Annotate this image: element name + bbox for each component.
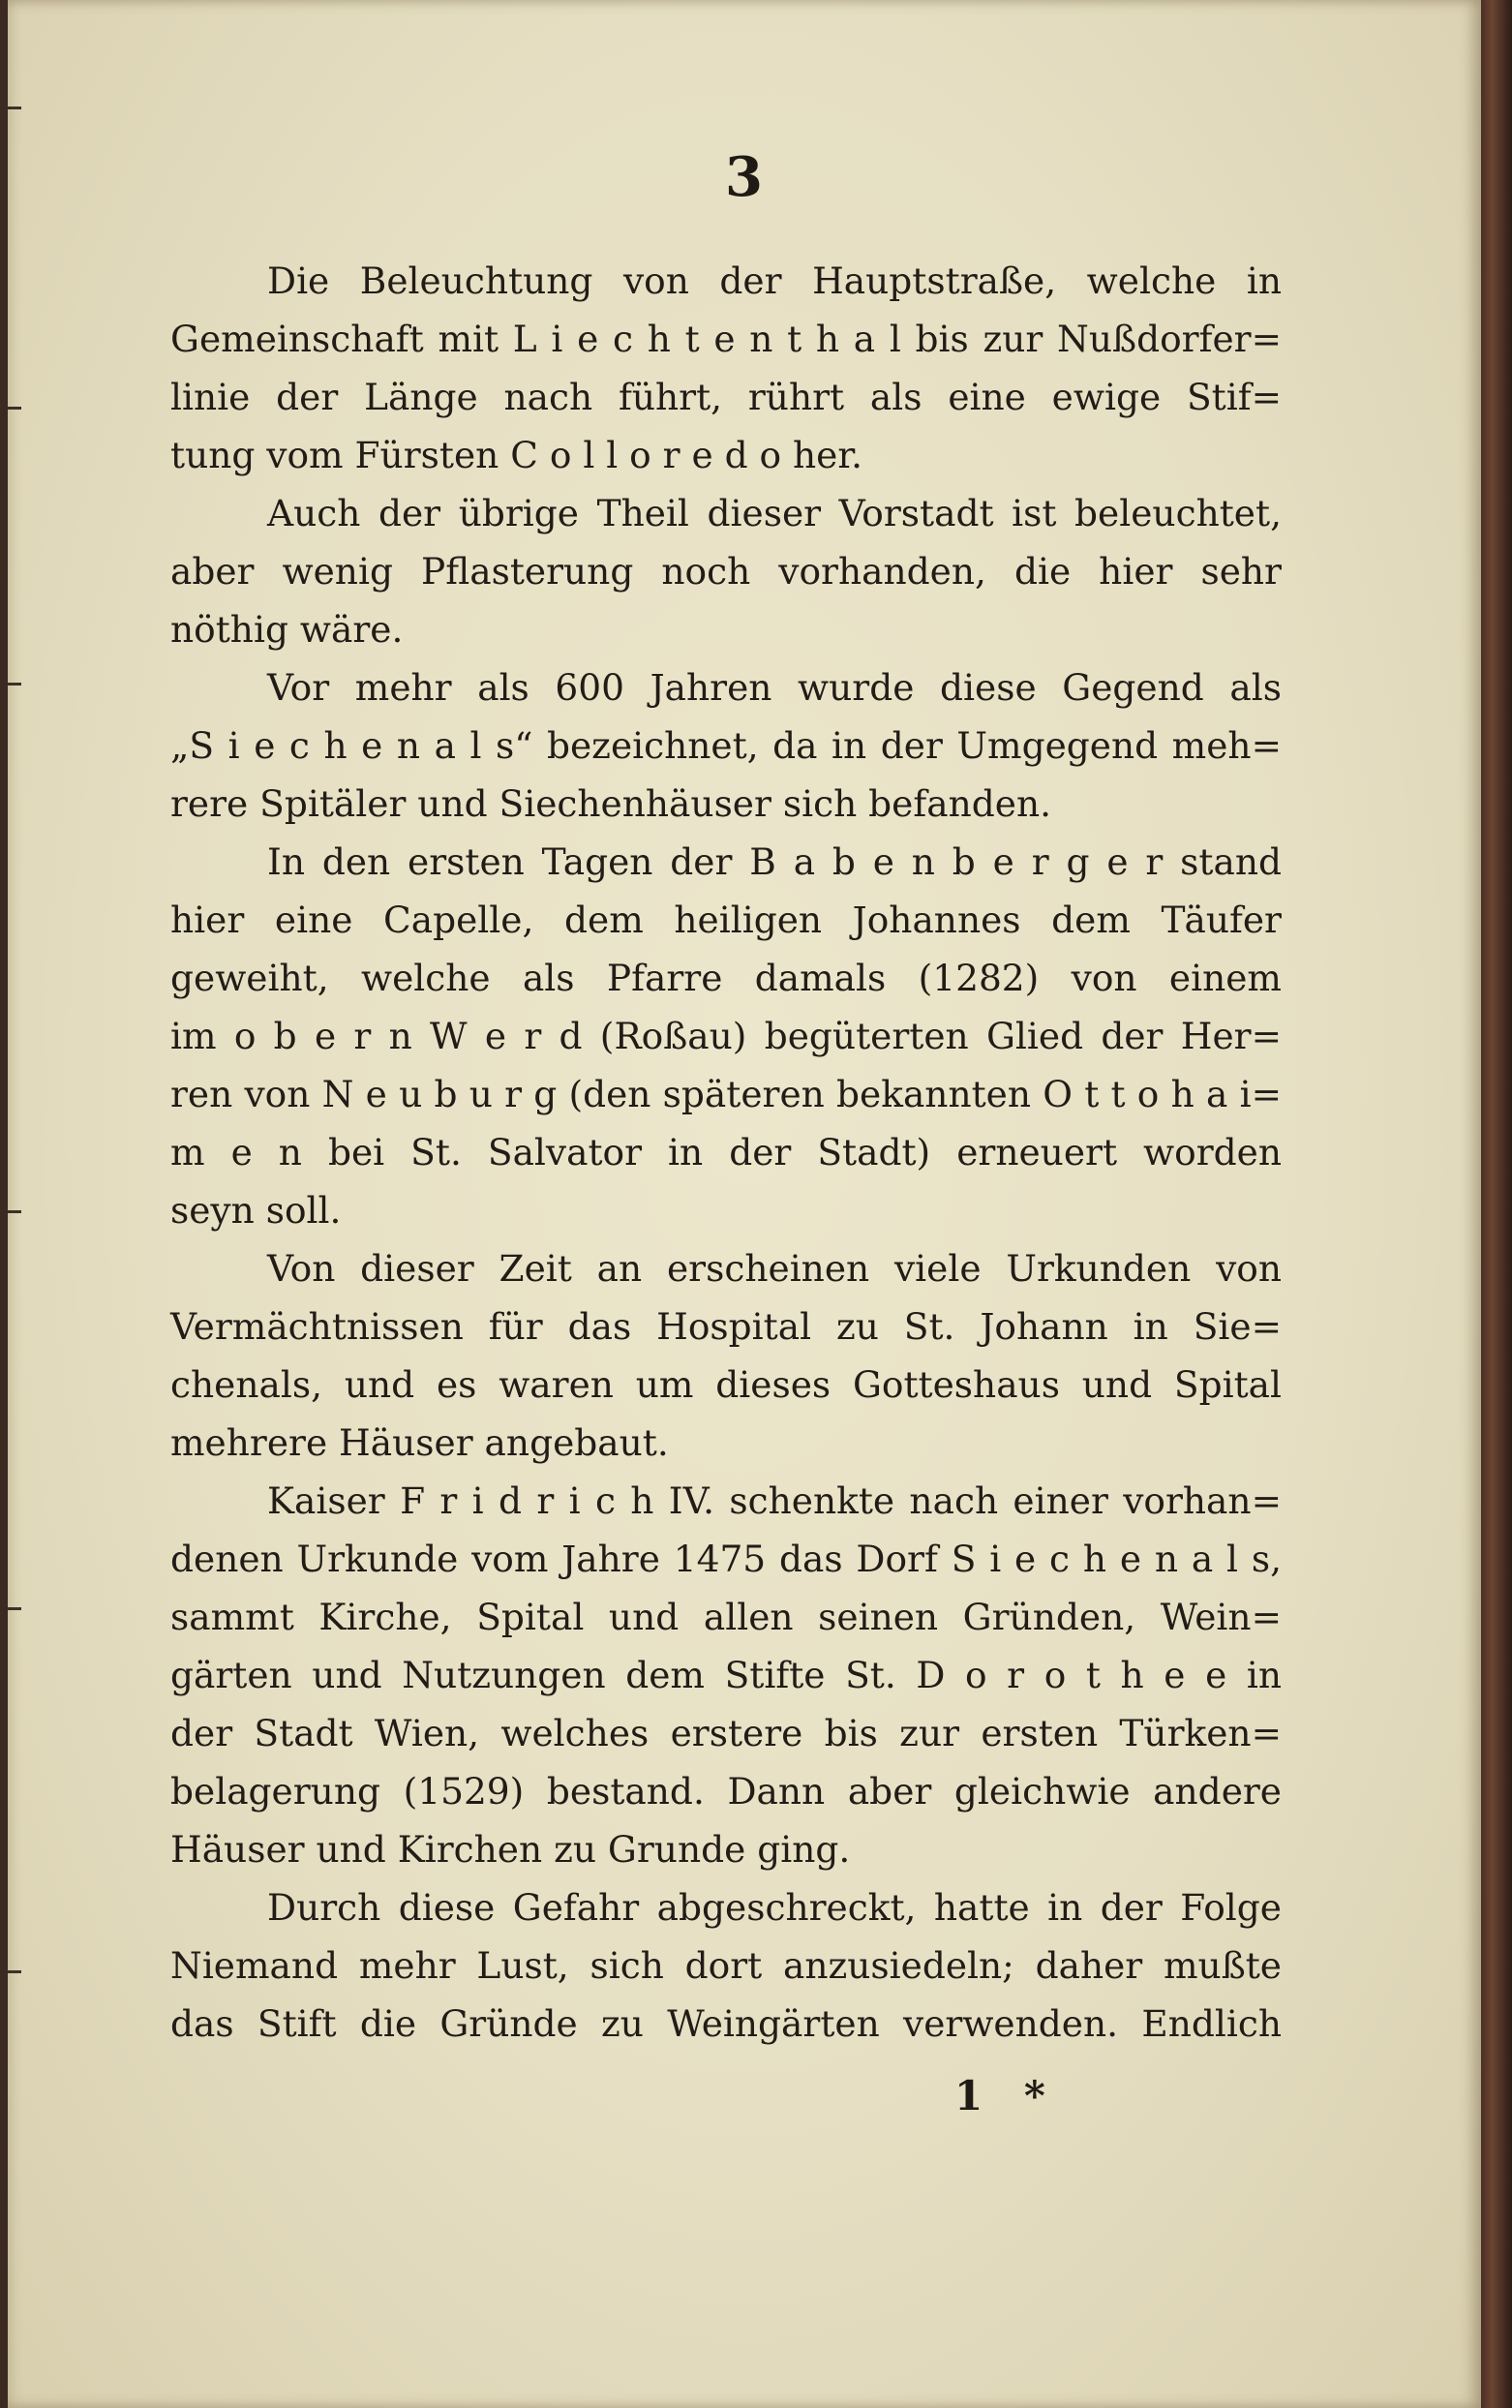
text-line: Kaiser F r i d r i c h IV. schenkte nach einer vorhan= — [267, 1479, 1282, 1522]
text-line: nöthig wäre. — [170, 608, 404, 651]
text-line: im o b e r n W e r d (Roßau) begüterten Glied der Her= — [170, 1015, 1282, 1057]
text-line: Auch der übrige Theil dieser Vorstadt ist beleuchtet, — [267, 492, 1282, 534]
text-line: Niemand mehr Lust, sich dort anzusiedeln; daher mußte — [170, 1944, 1282, 1987]
text-line: Gemeinschaft mit L i e c h t e n t h a l bis zur Nußdorfer= — [170, 318, 1282, 360]
text-line: In den ersten Tagen der B a b e n b e r g e r stand — [267, 840, 1282, 883]
text-line: ren von N e u b u r g (den späteren bekannten O t t o h a i= — [170, 1073, 1282, 1115]
text-line: aber wenig Pflasterung noch vorhanden, die hier sehr — [170, 550, 1282, 593]
text-line: denen Urkunde vom Jahre 1475 das Dorf S i e c h e n a l s, — [170, 1538, 1282, 1580]
text-line: „S i e c h e n a l s“ bezeichnet, da in der Umgegend meh= — [170, 724, 1282, 767]
text-line: chenals, und es waren um dieses Gotteshaus und Spital — [170, 1363, 1282, 1406]
text-line: m e n bei St. Salvator in der Stadt) erneuert worden — [170, 1131, 1282, 1174]
text-line: tung vom Fürsten C o l l o r e d o her. — [170, 434, 863, 476]
text-line: belagerung (1529) bestand. Dann aber gleichwie andere — [170, 1770, 1282, 1813]
text-line: Durch diese Gefahr abgeschreckt, hatte in der Folge — [267, 1886, 1282, 1929]
text-line: Die Beleuchtung von der Hauptstraße, welche in — [267, 259, 1282, 302]
text-line: geweiht, welche als Pfarre damals (1282) von einem — [170, 957, 1282, 999]
text-line: hier eine Capelle, dem heiligen Johannes dem Täufer — [170, 899, 1282, 941]
text-line: Häuser und Kirchen zu Grunde ging. — [170, 1828, 851, 1871]
text-line: Vor mehr als 600 Jahren wurde diese Gegend als — [267, 666, 1282, 709]
binding-mark — [8, 683, 21, 686]
binding-mark — [8, 407, 21, 410]
text-line: rere Spitäler und Siechenhäuser sich befanden. — [170, 782, 1052, 825]
cover-edge — [1481, 0, 1512, 2408]
text-line: sammt Kirche, Spital und allen seinen Gründen, Wein= — [170, 1596, 1282, 1638]
page-number: 3 — [725, 145, 764, 209]
text-line: linie der Länge nach führt, rührt als eine ewige Stif= — [170, 376, 1282, 418]
binding-mark — [8, 1210, 21, 1213]
binding-mark — [8, 1607, 21, 1610]
text-line: der Stadt Wien, welches erstere bis zur ersten Türken= — [170, 1712, 1282, 1754]
text-line: gärten und Nutzungen dem Stifte St. D o r o t h e e in — [170, 1654, 1282, 1696]
text-line: Von dieser Zeit an erscheinen viele Urkunden von — [267, 1247, 1282, 1290]
paper-page — [8, 0, 1481, 2408]
binding-mark — [8, 1970, 21, 1973]
text-line: das Stift die Gründe zu Weingärten verwenden. Endlich — [170, 2002, 1282, 2045]
text-line: mehrere Häuser angebaut. — [170, 1421, 669, 1464]
text-line: Vermächtnissen für das Hospital zu St. Johann in Sie= — [170, 1305, 1282, 1348]
text-line: seyn soll. — [170, 1189, 342, 1232]
binding-mark — [8, 107, 21, 109]
signature-mark: 1 * — [954, 2072, 1059, 2119]
